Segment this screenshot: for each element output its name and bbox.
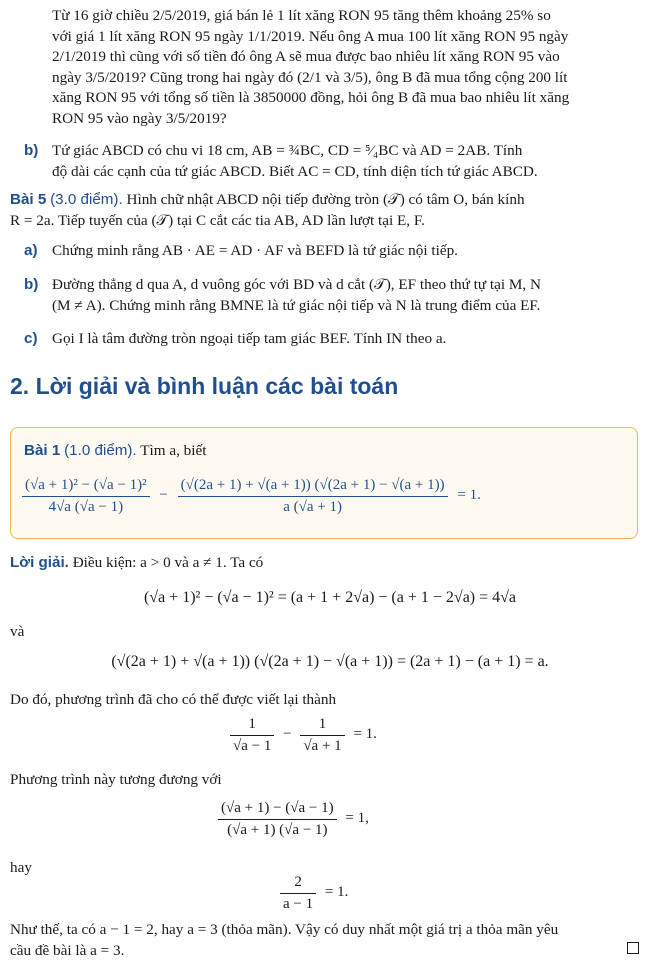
text-line: Chứng minh rằng AB · AE = AD · AF và BEFD là tứ giác nội tiếp. xyxy=(52,241,642,262)
solution-label: Lời giải. xyxy=(10,554,69,571)
problem5-part-a xyxy=(24,241,642,262)
operator: − xyxy=(283,726,291,742)
part-label: b) xyxy=(24,141,38,162)
text-line: Như thế, ta có a − 1 = 2, hay a = 3 (thỏa mãn). Vậy có duy nhất một giá trị a thỏa mãn yêu xyxy=(10,920,642,941)
condition-text: Điều kiện: a > 0 và a ≠ 1. Ta có xyxy=(73,554,264,571)
fraction xyxy=(22,475,150,517)
numerator: 2 xyxy=(280,872,316,894)
part-label: a) xyxy=(24,241,38,262)
text-line: Từ 16 giờ chiều 2/5/2019, giá bán lẻ 1 lít xăng RON 95 tăng thêm khoảng 25% so xyxy=(52,6,642,27)
equation-3 xyxy=(230,714,377,756)
fraction xyxy=(300,714,344,756)
text-line: 2/1/2019 thì cũng với số tiền đó ông A sẽ mua được bao nhiêu lít xăng RON 95 vào xyxy=(52,47,642,68)
part-label: b) xyxy=(24,275,38,296)
part-label: c) xyxy=(24,329,38,350)
problem-text: Hình chữ nhật ABCD nội tiếp đường tròn (𝒯) có tâm O, bán kính xyxy=(127,191,525,208)
problem5-part-b xyxy=(24,275,642,316)
text-do-do: Do đó, phương trình đã cho có thể được viết lại thành xyxy=(10,690,336,711)
problem1-header xyxy=(24,441,206,462)
rhs: = 1, xyxy=(345,810,368,826)
problem-title: Bài 5 xyxy=(10,191,46,208)
numerator: 1 xyxy=(230,714,274,736)
text-line: Gọi I là tâm đường tròn ngoại tiếp tam giác BEF. Tính IN theo a. xyxy=(52,329,642,350)
numerator: 1 xyxy=(300,714,344,736)
problem-points: (3.0 điểm). xyxy=(50,191,123,208)
text-line: Tứ giác ABCD có chu vi 18 cm, AB = ¾BC, CD = ⁵⁄₄BC và AD = 2AB. Tính xyxy=(52,141,642,162)
denominator: (√a + 1) (√a − 1) xyxy=(218,820,337,841)
problem-title: Bài 1 xyxy=(24,442,60,459)
denominator: 4√a (√a − 1) xyxy=(22,497,150,518)
qed-square-icon xyxy=(627,942,639,954)
problem5-part-c xyxy=(24,329,642,350)
problem1-equation xyxy=(22,475,481,517)
text-line xyxy=(10,190,642,211)
problem4-intro xyxy=(52,6,642,129)
equation-1: (√a + 1)² − (√a − 1)² = (a + 1 + 2√a) − (a + 1 − 2√a) = 4√a xyxy=(0,588,660,609)
text-line: với giá 1 lít xăng RON 95 ngày 1/1/2019. Nếu ông A mua 100 lít xăng RON 95 ngày xyxy=(52,27,642,48)
text-line: RON 95 vào ngày 3/5/2019? xyxy=(52,109,642,130)
text-hay: hay xyxy=(10,858,32,879)
rhs: = 1. xyxy=(457,487,480,503)
problem-points: (1.0 điểm). xyxy=(64,442,137,459)
text-line: xăng RON 95 với tổng số tiền là 3850000 đồng, hỏi ông B đã mua bao nhiêu lít xăng xyxy=(52,88,642,109)
text-line: ngày 3/5/2019? Cũng trong hai ngày đó (2/1 và 3/5), ông B đã mua tổng cộng 200 lít xyxy=(52,68,642,89)
denominator: √a + 1 xyxy=(300,736,344,757)
equation-4 xyxy=(218,798,369,840)
problem4-part-b xyxy=(24,141,642,182)
rhs: = 1. xyxy=(353,726,376,742)
fraction xyxy=(178,475,448,517)
denominator: a (√a + 1) xyxy=(178,497,448,518)
fraction xyxy=(218,798,337,840)
problem5-statement xyxy=(10,190,642,231)
numerator: (√a + 1) − (√a − 1) xyxy=(218,798,337,820)
text-line: cầu đề bài là a = 3. xyxy=(10,941,642,961)
text-tuong-duong: Phương trình này tương đương với xyxy=(10,770,222,791)
operator: − xyxy=(159,487,167,503)
text-line: độ dài các cạnh của tứ giác ABCD. Biết AC = CD, tính diện tích tứ giác ABCD. xyxy=(52,162,642,183)
conclusion xyxy=(10,920,642,961)
text-va: và xyxy=(10,622,24,643)
numerator: (√(2a + 1) + √(a + 1)) (√(2a + 1) − √(a + 1)) xyxy=(178,475,448,497)
text-line: (M ≠ A). Chứng minh rằng BMNE là tứ giác nội tiếp và N là trung điểm của EF. xyxy=(52,296,642,317)
denominator: a − 1 xyxy=(280,894,316,915)
rhs: = 1. xyxy=(325,884,348,900)
solution-start xyxy=(10,553,263,574)
problem-ask: Tìm a, biết xyxy=(140,442,206,459)
section-title: 2. Lời giải và bình luận các bài toán xyxy=(10,376,398,397)
equation-2: (√(2a + 1) + √(a + 1)) (√(2a + 1) − √(a + 1)) = (2a + 1) − (a + 1) = a. xyxy=(0,652,660,673)
text-line: Đường thẳng d qua A, d vuông góc với BD và d cắt (𝒯), EF theo thứ tự tại M, N xyxy=(52,275,642,296)
numerator: (√a + 1)² − (√a − 1)² xyxy=(22,475,150,497)
equation-5 xyxy=(280,872,348,914)
denominator: √a − 1 xyxy=(230,736,274,757)
text-line: R = 2a. Tiếp tuyến của (𝒯) tại C cắt các tia AB, AD lần lượt tại E, F. xyxy=(10,211,642,232)
fraction xyxy=(280,872,316,914)
fraction xyxy=(230,714,274,756)
